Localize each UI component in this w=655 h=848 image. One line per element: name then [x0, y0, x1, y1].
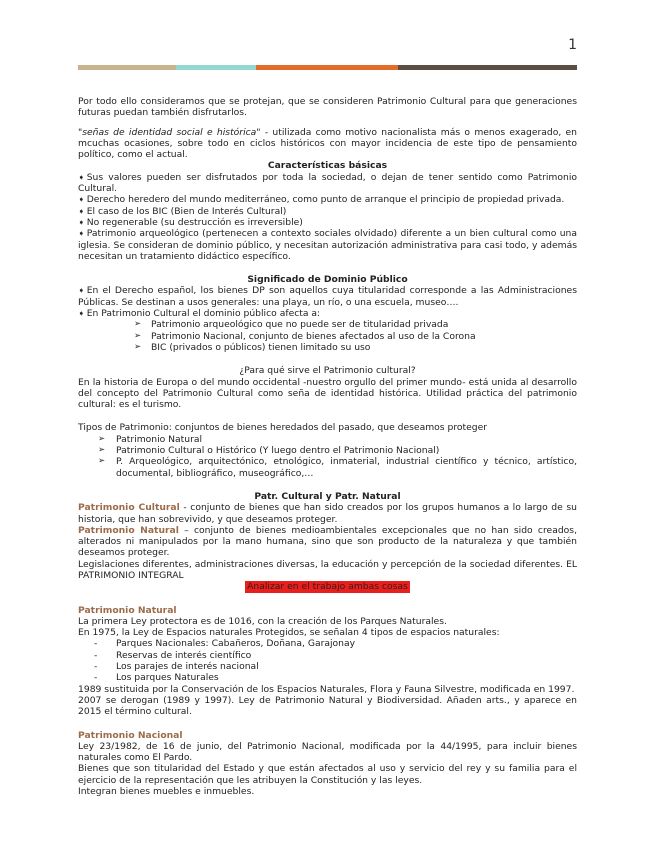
- list-item: ➢ Patrimonio Nacional, conjunto de bienes afectados al uso de la Corona: [134, 331, 577, 342]
- list-item: ➢ Patrimonio Cultural o Histórico (Y luego dentro el Patrimonio Nacional): [98, 445, 577, 456]
- legislaciones-paragraph: Legislaciones diferentes, administraciones diversas, la educación y percepción de la sociedad diferentes. EL PATRIMONIO INTEGRAL: [78, 558, 577, 581]
- patrimonio-nacional-heading: Patrimonio Nacional: [78, 729, 183, 741]
- arrow-bullet-icon: ➧: [78, 172, 85, 182]
- nacional-p3: Integran bienes muebles e inmuebles.: [78, 786, 255, 798]
- natural-p1: La primera Ley protectora es de 1016, con la creación de los Parques Naturales.: [78, 615, 447, 627]
- natural-definition: Patrimonio Natural – conjunto de bienes medioambientales excepcionales que no han sido creados, alterados ni manipulados por la mano humana, sino que son producto de la naturaleza y que también deseamos proteger.: [78, 524, 577, 559]
- page-number: 1: [568, 37, 577, 53]
- dominio-heading: Significado de Dominio Público: [247, 274, 408, 286]
- list-item: - Reservas de interés científico: [94, 650, 577, 661]
- header-color-bar: [78, 65, 577, 70]
- arrow-bullet-icon: ➧: [78, 206, 85, 216]
- caracteristica-item: ➧ Derecho heredero del mundo mediterráneo, como punto de arranque el principio de propiedad privada.: [78, 194, 565, 206]
- document-body: [78, 96, 577, 797]
- cultural-label: Patrimonio Cultural: [78, 502, 180, 514]
- para-que-paragraph: En la historia de Europa o del mundo occidental -nuestro orgullo del primer mundo- está unida al desarrollo del concepto del Patrimonio Cultural como seña de identidad histórica. Utilidad práctica del patrimonio cultural: es el turismo.: [78, 376, 577, 411]
- natural-p2: En 1975, la Ley de Espacios naturales Protegidos, se señalan 4 tipos de espacios naturales:: [78, 627, 500, 639]
- arrow-bullet-icon: ➧: [78, 217, 85, 227]
- identity-quote: "señas de identidad social e histórica": [78, 126, 261, 138]
- dominio-sublist: [78, 319, 577, 353]
- nacional-p1: Ley 23/1982, de 16 de junio, del Patrimonio Nacional, modificada por la 44/1995, para incluir bienes naturales como El Pardo.: [78, 740, 577, 764]
- bar-segment-brown: [398, 65, 577, 70]
- caracteristicas-heading: Características básicas: [267, 160, 388, 172]
- dominio-paragraph: ➧ En el Derecho español, los bienes DP son aquellos cuya titularidad corresponde a las Administraciones Públicas. Se destinan a usos generales: una playa, un río, o una escuela, museo….: [78, 285, 577, 308]
- list-item: ➢ BIC (privados o públicos) tienen limitado su uso: [134, 342, 577, 353]
- espacios-list: [78, 638, 577, 683]
- identity-paragraph: [78, 127, 577, 161]
- caracteristica-item: ➧ Patrimonio arqueológico (pertenecen a contexto sociales olvidado) diferente a un bien cultural como una iglesia. Se consideran de dominio público, y necesitan autorización administrativa para casi todo, y además necesitan un tratamiento didáctico específico.: [78, 228, 577, 262]
- list-item: - Los parques Naturales: [94, 672, 577, 683]
- natural-p4: 2007 se derogan (1989 y 1997). Ley de Patrimonio Natural y Biodiversidad. Añaden arts., y aparece en 2015 el término cultural.: [78, 694, 577, 718]
- cultural-definition: Patrimonio Cultural - conjunto de bienes que han sido creados por los grupos humanos a lo largo de su historia, que han sobrevivido, y que deseamos proteger.: [78, 502, 578, 525]
- caracteristica-item: ➧ Sus valores pueden ser disfrutados por toda la sociedad, o dejan de tener sentido como Patrimonio Cultural.: [78, 171, 577, 195]
- arrow-bullet-icon: ➧: [78, 229, 85, 239]
- list-item: - Parques Nacionales: Cabañeros, Doñana, Garajonay: [94, 638, 577, 649]
- highlight-line: [78, 581, 577, 592]
- list-item: - Los parajes de interés nacional: [94, 661, 577, 672]
- bar-segment-beige: [78, 65, 176, 70]
- tipos-intro: Tipos de Patrimonio: conjuntos de bienes heredados del pasado, que deseamos proteger: [78, 422, 488, 434]
- nacional-p2: Bienes que son titularidad del Estado y que están afectados al uso y servicio del rey y su familia para el ejercicio de la representación que les atribuyen la Constitución y las leyes.: [78, 763, 577, 786]
- intro-paragraph: Por todo ello consideramos que se protejan, que se consideren Patrimonio Cultural para que generaciones futuras puedan también disfrutarlos.: [78, 96, 577, 119]
- tipos-list: [78, 434, 577, 479]
- caracteristica-item: ➧ No regenerable (su destrucción es irreversible): [78, 216, 303, 228]
- list-item: ➢ Patrimonio Natural: [98, 434, 577, 445]
- arrow-bullet-icon: ➧: [78, 195, 85, 205]
- patrimonio-natural-heading: Patrimonio Natural: [78, 604, 177, 616]
- identity-text: - utilizada como motivo nacionalista más o menos exagerado, en mcuchas ocasiones, sobre todo en ciclos históricos con mayor incidencia de este tipo de pensamiento político, como el actual.: [78, 126, 577, 161]
- arrow-bullet-icon: ➧: [78, 286, 85, 296]
- arrow-bullet-icon: ➧: [78, 309, 85, 319]
- list-item: ➢ P. Arqueológico, arquitectónico, etnológico, inmaterial, industrial científico y técnico, artístico, documental, bibliográfico, museográfico,…: [98, 456, 577, 479]
- natural-p3: 1989 sustituida por la Conservación de los Espacios Naturales, Flora y Fauna Silvestre, modificada en 1997.: [78, 683, 575, 695]
- list-item: ➢ Patrimonio arqueológico que no puede ser de titularidad privada: [134, 319, 577, 330]
- highlight-note: Analizar en el trabajo ambas cosas: [247, 581, 408, 593]
- para-que-question: ¿Para qué sirve el Patrimonio cultural?: [239, 365, 416, 377]
- cultural-natural-heading: Patr. Cultural y Patr. Natural: [254, 490, 401, 502]
- caracteristica-item: ➧ El caso de los BIC (Bien de Interés Cultural): [78, 205, 287, 217]
- dominio-paragraph: ➧ En Patrimonio Cultural el dominio público afecta a:: [78, 308, 321, 320]
- natural-label: Patrimonio Natural: [78, 524, 179, 536]
- bar-segment-teal: [176, 65, 256, 70]
- bar-segment-orange: [256, 65, 398, 70]
